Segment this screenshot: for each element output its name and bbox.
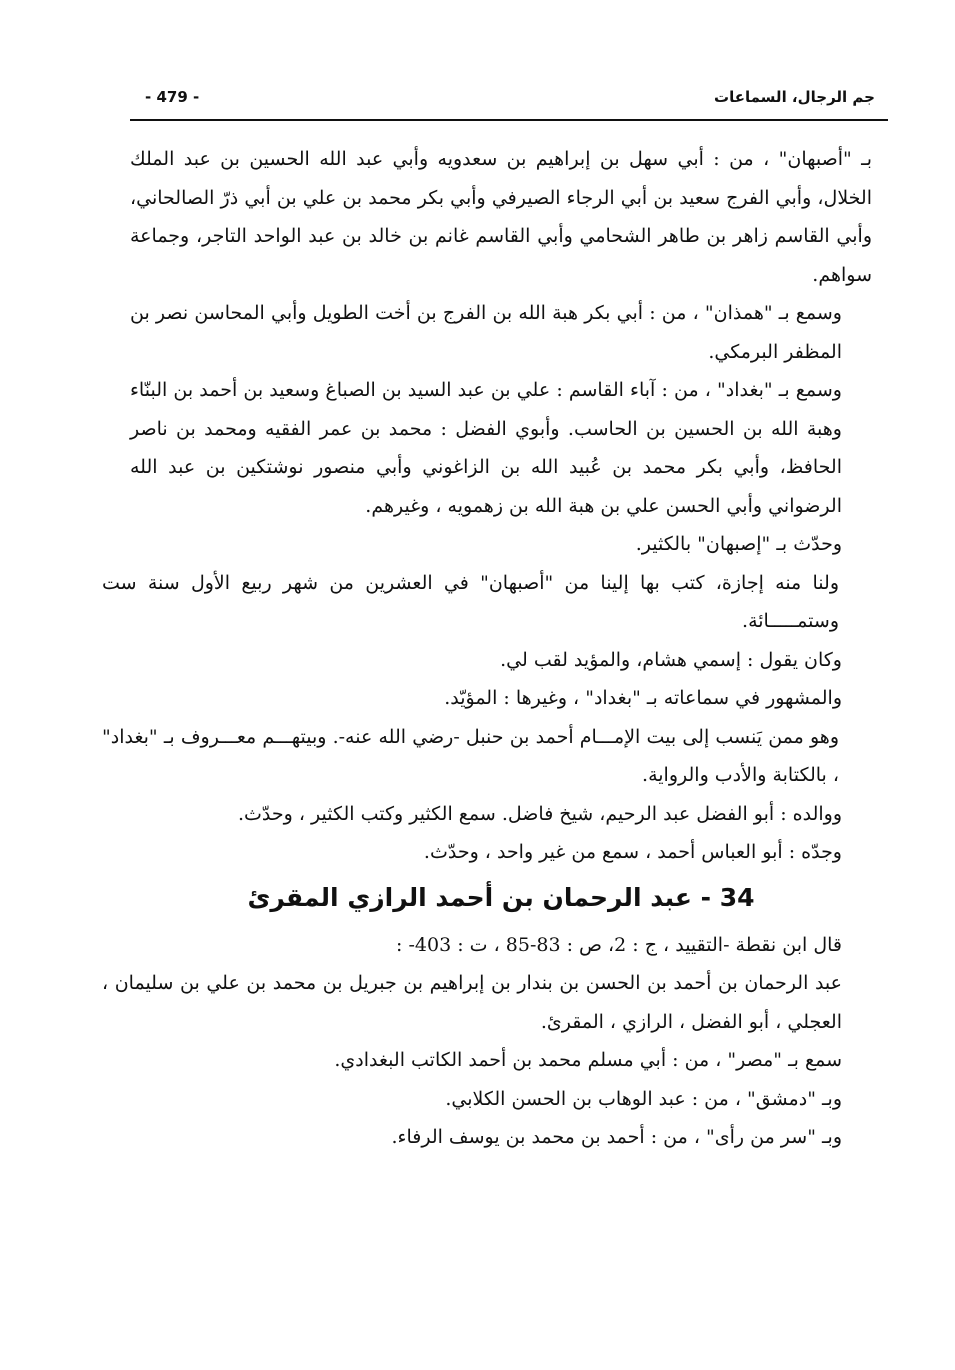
entry-heading bbox=[130, 874, 872, 922]
paragraph-ijaza: ولنا منه إجازة، كتب بها إلينا من "أصبهان" في العشرين من شهر ربيع الأول سنة ست وستمـــــائة. bbox=[102, 571, 839, 632]
paragraph-lineage: وهو ممن يَنسب إلى بيت الإمـــام أحمد بن حنبل -رضي الله عنه-. وبيتهـــم معـــروف بـ "بغداد" ، بالكتابة والأدب والرواية. bbox=[102, 725, 839, 786]
paragraph-full-name: عبد الرحمان بن أحمد بن الحسن بن بندار بن إبراهيم بن جبريل بن محمد بن علي بن سليمان ، العجلي ، أبو الفضل ، الرازي ، المقرئ. bbox=[102, 972, 842, 1033]
paragraph-isfahan-teachers: بـ "أصبهان" ، من : أبي سهل بن إبراهيم بن سعدويه وأبي عبد الله الحسين بن عبد الملك الخلال، وأبي الفرج سعيد بن أبي الرجاء الصيرفي وأبي بكر محمد بن علي بن أبي ذرّ الصالحاني، وأبي القاسم زاهر بن طاهر الشحامي وأبي القاسم غانم بن خالد بن عبد الواحد التاجر، وجماعة سواهم. bbox=[130, 148, 872, 286]
page-body bbox=[102, 140, 872, 1157]
paragraph-samarra: وبـ "سر من رأى" ، من : أحمد بن محمد بن يوسف الرفاء. bbox=[391, 1126, 842, 1148]
paragraph-name: وكان يقول : إسمي هشام، والمؤيد لقب لي. bbox=[500, 648, 842, 671]
paragraph-egypt: سمع بـ "مصر" ، من : أبي مسلم محمد بن أحمد الكاتب البغدادي. bbox=[334, 1049, 842, 1071]
running-title: جم الرجال، السماعات bbox=[714, 88, 875, 106]
paragraph-known-as: والمشهور في سماعاته بـ "بغداد" ، وغيرها : المؤيّد. bbox=[444, 687, 842, 709]
header-rule bbox=[130, 119, 888, 121]
paragraph-father: ووالده : أبو الفضل عبد الرحيم، شيخ فاضل. سمع الكثير وكتب الكثير ، وحدّث. bbox=[238, 802, 842, 825]
entry-title: - عبد الرحمان بن أحمد الرازي المقرئ bbox=[247, 882, 712, 912]
paragraph-hamadhan: وسمع بـ "همذان" ، من : أبي بكر هبة الله بن الفرج بن أخت الطويل وأبي المحاسن نصر بن المظفر البرمكي. bbox=[130, 302, 842, 363]
page-header bbox=[135, 88, 875, 114]
paragraph-grandfather: وجدّه : أبو العباس أحمد ، سمع من غير واحد ، وحدّث. bbox=[423, 841, 842, 863]
entry-number: 34 bbox=[719, 882, 755, 912]
page-number: - 479 - bbox=[145, 88, 200, 106]
paragraph-narrated: وحدّث بـ "إصبهان" بالكثير. bbox=[635, 533, 842, 555]
paragraph-source: قال ابن نقطة -التقييد ، ج : 2، ص : 83-85 ، ت : 403- : bbox=[396, 933, 842, 956]
paragraph-damascus: وبـ "دمشق" ، من : عبد الوهاب بن الحسن الكلابي. bbox=[445, 1087, 842, 1110]
paragraph-baghdad: وسمع بـ "بغداد" ، من : آباء القاسم : علي بن عبد السيد بن الصباغ وسعيد بن أحمد بن البنّاء وهبة الله بن الحسين بن الحاسب. وأبوي الفضل : محمد بن عمر الفقيه ومحمد بن ناصر الحافظ، وأبي بكر محمد بن عُبيد الله بن الزاغوني وأبي منصور نوشتكين بن عبد الله الرضواني وأبي الحسن علي بن هبة الله بن زهمويه ، وغيرهم. bbox=[130, 379, 842, 517]
